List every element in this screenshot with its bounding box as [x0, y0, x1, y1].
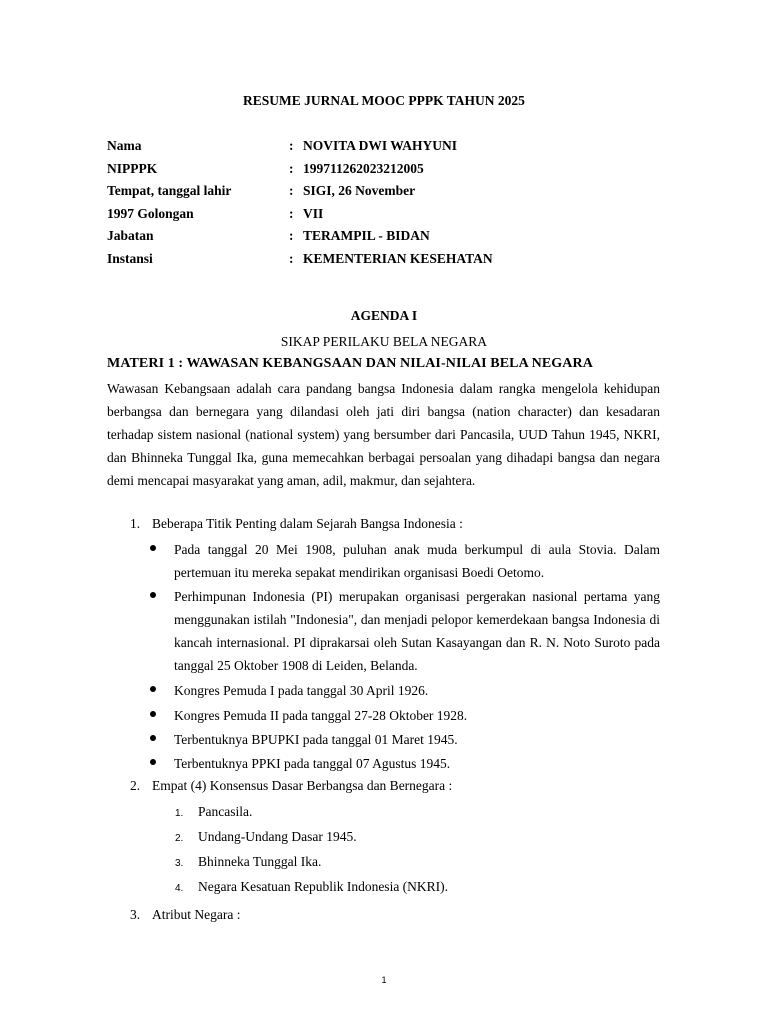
page-number: 1	[381, 975, 387, 985]
identity-value: SIGI, 26 November	[303, 183, 416, 199]
bullet-item: Pada tanggal 20 Mei 1908, puluhan anak muda berkumpul di aula Stovia. Dalam pertemuan itu mereka sepakat mendirikan organisasi Boedi Oetomo.	[174, 542, 660, 580]
identity-label: Jabatan	[107, 228, 154, 244]
identity-colon: :	[289, 160, 294, 176]
list-text: Beberapa Titik Penting dalam Sejarah Bangsa Indonesia :	[152, 516, 463, 531]
sub-list-number: 2.	[175, 833, 184, 844]
identity-label: 1997 Golongan	[107, 205, 194, 221]
bullet-item: Perhimpunan Indonesia (PI) merupakan organisasi pergerakan nasional pertama yang menggunakan istilah "Indonesia", dan menjadi pelopor kemerdekaan bangsa Indonesia di kancah internasional. PI diprakarsai oleh Sutan Kasayangan dan R. N. Noto Suroto pada tanggal 25 Oktober 1908 di Leiden, Belanda.	[174, 589, 660, 673]
identity-value: KEMENTERIAN KESEHATAN	[303, 250, 493, 266]
list-item-1	[130, 516, 463, 532]
sub-list-item	[175, 829, 357, 845]
list-text: Atribut Negara :	[152, 907, 241, 922]
identity-label: Instansi	[107, 250, 153, 266]
sub-list-number: 1.	[175, 808, 184, 819]
list-text: Empat (4) Konsensus Dasar Berbangsa dan Bernegara :	[152, 778, 453, 793]
sub-list-number: 4.	[175, 883, 184, 894]
bullet-icon	[150, 735, 156, 741]
bullet-icon	[150, 545, 156, 551]
bullet-item: Terbentuknya BPUPKI pada tanggal 01 Maret 1945.	[174, 732, 458, 747]
intro-paragraph: Wawasan Kebangsaan adalah cara pandang bangsa Indonesia dalam rangka mengelola kehidupan berbangsa dan bernegara yang dilandasi oleh jati diri bangsa (nation character) dan kesadaran terhadap sistem nasional (national system) yang bersumber dari Pancasila, UUD Tahun 1945, NKRI, dan Bhinneka Tunggal Ika, guna memecahkan berbagai persoalan yang dihadapi bangsa dan negara demi mencapai masyarakat yang aman, adil, makmur, dan sejahtera.	[107, 381, 660, 488]
identity-label: Nama	[107, 138, 142, 153]
sub-list-text: Negara Kesatuan Republik Indonesia (NKRI).	[198, 879, 449, 894]
identity-colon: :	[289, 183, 294, 199]
agenda-heading: AGENDA I	[350, 308, 418, 323]
document-title: RESUME JURNAL MOOC PPPK TAHUN 2025	[243, 93, 525, 108]
identity-colon: :	[289, 205, 294, 221]
bullet-item: Kongres Pemuda I pada tanggal 30 April 1926.	[174, 683, 429, 698]
bullet-item: Terbentuknya PPKI pada tanggal 07 Agustus 1945.	[174, 756, 451, 771]
sub-list-text: Undang-Undang Dasar 1945.	[198, 829, 357, 844]
bullet-icon	[150, 759, 156, 765]
agenda-subtitle: SIKAP PERILAKU BELA NEGARA	[280, 334, 488, 349]
sub-list-text: Pancasila.	[198, 804, 253, 819]
sub-list-item	[175, 854, 321, 870]
sub-list-number: 3.	[175, 858, 184, 869]
identity-colon: :	[289, 138, 294, 153]
bullet-icon	[150, 592, 156, 598]
materi-heading: MATERI 1 : WAWASAN KEBANGSAAN DAN NILAI-NILAI BELA NEGARA	[107, 356, 593, 371]
sub-list-item	[175, 879, 448, 895]
list-number: 2.	[130, 778, 141, 793]
bullet-icon	[150, 711, 156, 717]
identity-value: NOVITA DWI WAHYUNI	[303, 138, 458, 153]
list-item-2	[130, 778, 452, 794]
sub-list-text: Bhinneka Tunggal Ika.	[198, 854, 322, 869]
sub-list-item	[175, 804, 252, 820]
list-item-3	[130, 907, 240, 923]
bullet-icon	[150, 686, 156, 692]
identity-value: 199711262023212005	[303, 160, 424, 176]
identity-colon: :	[289, 250, 294, 266]
identity-colon: :	[289, 228, 294, 244]
list-number: 1.	[130, 516, 141, 531]
bullet-item: Kongres Pemuda II pada tanggal 27-28 Oktober 1928.	[174, 708, 468, 723]
list-number: 3.	[130, 907, 141, 922]
identity-label: Tempat, tanggal lahir	[107, 183, 232, 199]
identity-label: NIPPPK	[107, 160, 158, 176]
identity-value: VII	[303, 205, 324, 221]
identity-value: TERAMPIL - BIDAN	[303, 228, 430, 244]
